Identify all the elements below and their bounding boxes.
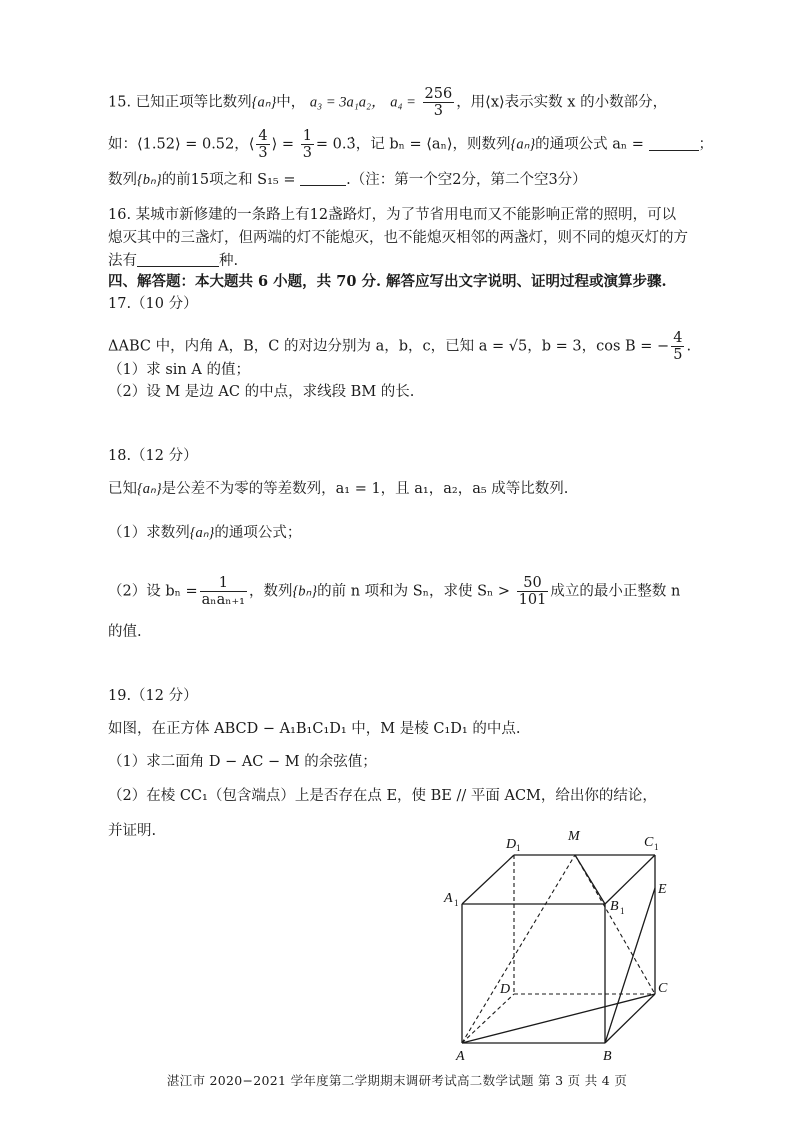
section-heading: 四、解答题：本大题共 6 小题，共 70 分. 解答应写出文字说明、证明过程或演算步骤.	[108, 273, 667, 290]
q16-line2: 熄灭其中的三盏灯，但两端的灯不能熄灭，也不能熄灭相邻的两盏灯，则不同的熄灭灯的方	[108, 230, 688, 246]
q19-stem: 如图，在正方体 ABCD − A₁B₁C₁D₁ 中，M 是棱 C₁D₁ 的中点.	[108, 721, 521, 737]
q15-answer-blank-1[interactable]	[649, 136, 699, 151]
hidden-segment-A-M	[462, 855, 575, 1043]
q15-line2: 如：⟨1.52⟩ = 0.52，⟨ $\frac{4}{3}$ ⟩ = $\frac{1}{3}$ = 0.3̇，记 bₙ = ⟨aₙ⟩，则数列{aₙ}的通项公式 aₙ = ；	[108, 128, 714, 161]
page-footer: 湛江市 2020−2021 学年度第二学期期末调研考试高二数学试题 第 3 页 共 4 页	[166, 1073, 628, 1088]
label-B1: B	[610, 899, 619, 914]
q16-line3: 法有 种.	[108, 253, 239, 269]
q15-number: 15.	[108, 94, 132, 111]
q18-stem: 已知{aₙ}是公差不为零的等差数列，a₁ = 1，且 a₁，a₂，a₅ 成等比数列.	[108, 481, 569, 497]
q16-line1: 16. 某城市新修建的一条路上有12盏路灯，为了节省用电而又不能影响正常的照明，可以	[108, 207, 677, 223]
vertex-labels	[443, 829, 668, 1064]
q15-frac-4-3: $\frac{4}{3}$	[258, 128, 268, 161]
svg-text:1: 1	[654, 842, 659, 852]
svg-text:1: 1	[454, 898, 459, 908]
q19-part2-end: 并证明.	[108, 823, 157, 839]
edge-A1-D1	[462, 855, 514, 904]
label-E: E	[658, 882, 667, 897]
label-D: D	[500, 982, 511, 997]
label-B: B	[603, 1049, 612, 1064]
svg-text:1: 1	[516, 843, 521, 853]
edge-C1-B1	[605, 855, 655, 904]
q15-frac-1-3: $\frac{1}{3}$	[302, 128, 312, 161]
q18-part2-end: 的值.	[108, 624, 142, 640]
q18-threshold-fraction: $\frac{50}{101}$	[518, 575, 547, 608]
q16-answer-blank[interactable]	[137, 252, 219, 267]
q19-part1: （1）求二面角 D − AC − M 的余弦值；	[108, 754, 377, 770]
q15-line1: 15. 已知正项等比数列{aₙ}中， a₃ = 3a₁a₂， a₄ = $\frac{256}{3}$ ，用⟨x⟩表示实数 x 的小数部分，	[108, 86, 668, 119]
q19-part2: （2）在棱 CC₁（包含端点）上是否存在点 E，使 BE // 平面 ACM，给出你的结论，	[108, 788, 657, 804]
label-C1: C	[644, 835, 654, 850]
q17-part2: （2）设 M 是边 AC 的中点，求线段 BM 的长.	[108, 384, 415, 400]
q17-part1: （1）求 sin A 的值；	[108, 362, 250, 378]
label-A1: A	[444, 891, 453, 906]
hidden-edge-A-D	[462, 994, 514, 1043]
q15-answer-blank-2[interactable]	[300, 171, 346, 186]
label-A: A	[456, 1049, 465, 1064]
svg-text:1: 1	[620, 906, 625, 916]
q17-stem: ΔABC 中，内角 A，B，C 的对边分别为 a，b，c，已知 a = √5，b = 3，cos B = − $\frac{4}{5}$ .	[108, 330, 692, 363]
q18-header: 18.（12 分）	[108, 448, 198, 464]
label-D1: D	[506, 837, 517, 852]
q15-line3: 数列{bₙ}的前15项之和 S₁₅ = .（注：第一个空2分，第二个空3分）	[108, 172, 587, 188]
q16-number: 16.	[108, 207, 132, 223]
q19-header: 19.（12 分）	[108, 688, 198, 704]
q15-a4-fraction: $\frac{256}{3}$	[424, 86, 453, 119]
segment-A-C	[462, 994, 655, 1043]
q18-b-fraction: $\frac{1}{\text{aₙaₙ₊₁}}$	[201, 575, 245, 608]
q18-part2: （2）设 bₙ = $\frac{1}{\text{aₙaₙ₊₁}}$ ，数列{bₙ}的前 n 项和为 Sₙ，求使 Sₙ > $\frac{50}{101}$ 成立的最小正整数 n	[108, 575, 681, 608]
q18-part1: （1）求数列{aₙ}的通项公式；	[108, 525, 302, 541]
q17-header: 17.（10 分）	[108, 296, 198, 312]
cube-figure	[440, 822, 680, 1067]
label-M: M	[568, 829, 580, 844]
q17-fraction: $\frac{4}{5}$	[673, 330, 683, 363]
label-C: C	[658, 981, 668, 996]
